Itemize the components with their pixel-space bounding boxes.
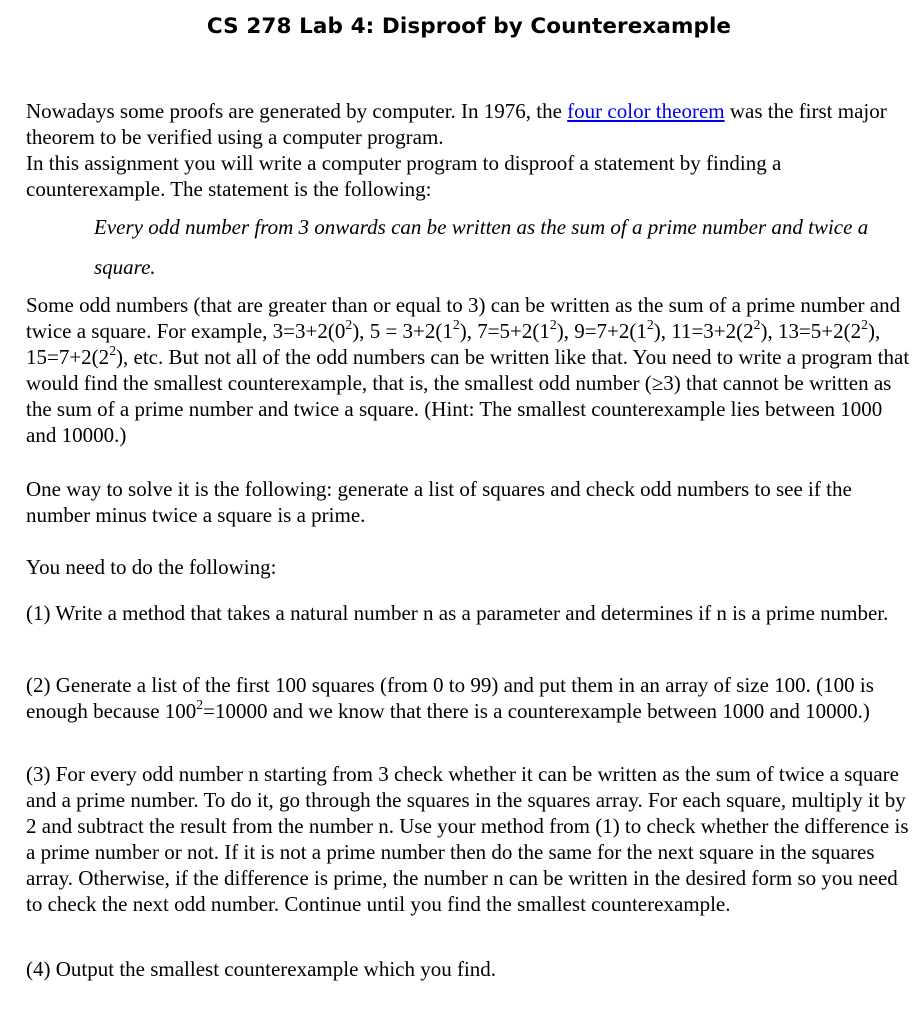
example-equation-exponent: 2: [753, 316, 761, 332]
task-3: (3) For every odd number n starting from 3 check whether it can be written as the sum of twice a square and a prime number. To do it, go through the squares in the squares array. For each square, multiply it by 2 and subtract the result from the number n. Use your method from (1) to check whether the difference is a prime number or not. If it is not a prime number then do the same for the next square in the squares array. Otherwise, if the difference is prime, the number n can be written in the desired form so you need to check the next odd number. Continue until you find the smallest counterexample.: [26, 762, 909, 916]
task-2-after: =10000 and we know that there is a counterexample between 1000 and 10000.): [203, 699, 870, 723]
example-equation-base: 9=7+2(1: [574, 319, 647, 343]
intro-text-after-link: was the first major theorem to be verified using a computer program.: [26, 99, 887, 149]
example-equation: [26, 342, 164, 369]
task-2-before: (2) Generate a list of the first 100 squares (from 0 to 99) and put them in an array of size 100. (100 is enough because 100: [26, 673, 874, 723]
example-equation-exponent: 2: [452, 316, 460, 332]
task-2-exponent: 2: [196, 696, 204, 712]
example-equation: [477, 316, 575, 343]
example-equation-exponent: 2: [549, 316, 557, 332]
example-equation-base: 5 = 3+2(1: [369, 319, 453, 343]
page-title: CS 278 Lab 4: Disproof by Counterexample: [206, 14, 732, 39]
approach-paragraph: One way to solve it is the following: generate a list of squares and check odd numbers to see if the number minus twice a square is a prime.: [26, 477, 852, 527]
task-2: [26, 672, 916, 724]
example-equation: [369, 316, 478, 343]
intro-paragraph: [26, 98, 916, 202]
example-equation-tail: ),: [653, 319, 672, 343]
example-equation-tail: ),: [556, 319, 575, 343]
example-equation-tail: ),: [352, 319, 370, 343]
example-equation-tail: ),: [760, 319, 778, 343]
example-equation-base: 3=3+2(0: [272, 319, 346, 343]
example-equation-tail: ),: [459, 319, 478, 343]
example-equation-exponent: 2: [646, 316, 654, 332]
examples-lead: Some odd numbers (that are greater than or equal to 3) can be written as the sum of a prime number and twice a square. For example,: [26, 293, 901, 343]
example-equation: [574, 316, 672, 343]
example-equation: [777, 316, 881, 343]
task-4: (4) Output the smallest counterexample which you find.: [26, 957, 497, 981]
statement-quote: Every odd number from 3 onwards can be written as the sum of a prime number and twice a square.: [94, 215, 869, 279]
example-equation-tail: ), etc.: [116, 345, 164, 369]
example-equation-exponent: 2: [109, 342, 117, 358]
tasks-intro: You need to do the following:: [26, 555, 277, 579]
example-equation-base: 15=7+2(2: [26, 345, 110, 369]
example-equation-exponent: 2: [345, 316, 353, 332]
task-1: (1) Write a method that takes a natural number n as a parameter and determines if n is a prime number.: [26, 601, 889, 625]
example-equation-exponent: 2: [861, 316, 868, 332]
assignment-description: In this assignment you will write a computer program to disproof a statement by finding a counterexample. The statement is the following:: [26, 151, 782, 201]
example-equation-base: 13=5+2(2: [777, 319, 862, 343]
example-equation: [671, 316, 778, 343]
example-equation-base: 11=3+2(2: [671, 319, 754, 343]
example-equation-tail: ),: [867, 319, 881, 343]
example-equation-base: 7=5+2(1: [477, 319, 550, 343]
intro-text-before-link: Nowadays some proofs are generated by computer. In 1976, the: [26, 99, 568, 123]
four-color-theorem-link[interactable]: four color theorem: [567, 99, 725, 123]
examples-paragraph: [26, 292, 916, 448]
example-equation: [272, 316, 370, 343]
examples-rest: But not all of the odd numbers can be written like that. You need to write a program that would find the smallest counterexample, that is, the smallest odd number (≥3) that cannot be written as the sum of a prime number and twice a square. (Hint: The smallest counterexample lies between 1000 and 10000.): [26, 345, 910, 447]
